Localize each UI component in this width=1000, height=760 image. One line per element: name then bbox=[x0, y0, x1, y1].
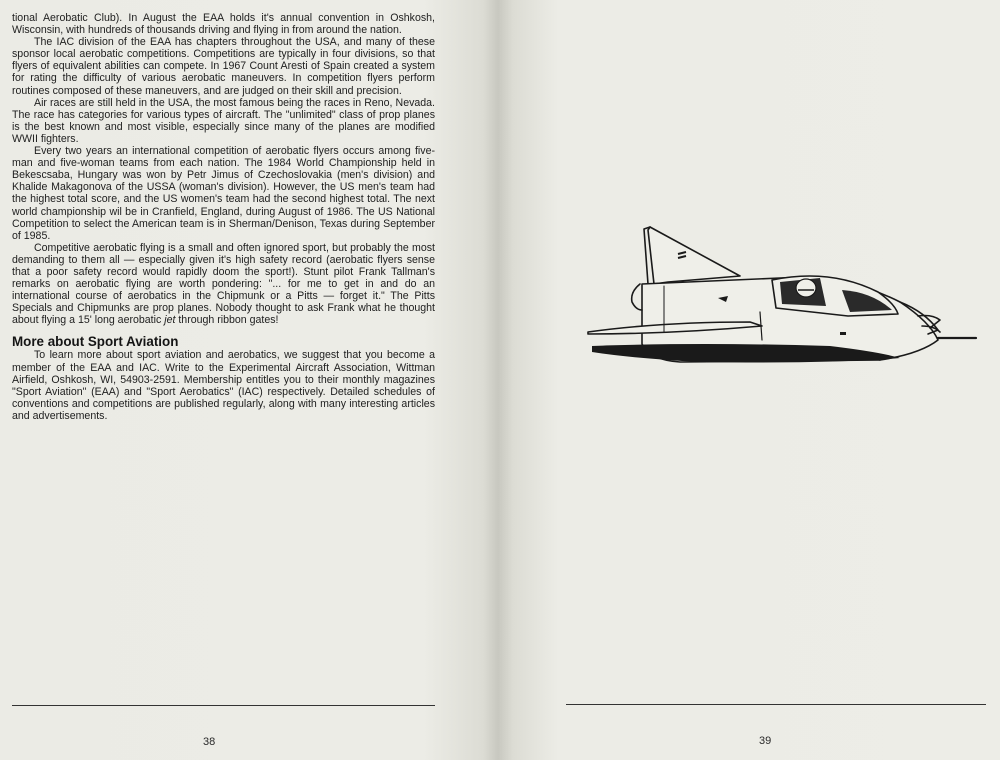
body-text bbox=[12, 12, 435, 422]
left-page bbox=[0, 0, 498, 760]
footer-rule bbox=[12, 705, 435, 706]
footer-rule bbox=[566, 704, 986, 705]
paragraph-text: Competitive aerobatic flying is a small and often ignored sport, but probably the most demanding to them all — especially given it's high safety record (aerobatic flyers sense that a poor safety record would rapidly doom the sport!). Stunt pilot Frank Tallman's remarks on aerobatic flying are worth pondering: "... for me to get in and do an international course of aerobatics in the Chipmunk or a Pitts — forget it." The Pitts Specials and Chipmunks are prop planes. Nobody thought to ask Frank what he thought about flying a 15' long aerobatic bbox=[12, 241, 435, 327]
paragraph: Air races are still held in the USA, the most famous being the races in Reno, Nevada. The race has categories for various types of aircraft. The "unlimited" class of prop planes is the best known and most visible, especially since many of the planes are modified WWII fighters. bbox=[12, 96, 435, 145]
paragraph: tional Aerobatic Club). In August the EAA holds it's annual convention in Oshkosh, Wisconsin, with hundreds of thousands driving and flying in from around the nation. bbox=[12, 12, 435, 37]
paragraph: To learn more about sport aviation and aerobatics, we suggest that you become a member of the EAA and IAC. Write to the Experimental Aircraft Association, Wittman Airfield, Oshkosh, WI, 54903-2591. Membership entitles you to their monthly magazines "Sport Aviation" (EAA) and "Sport Aerobatics" (IAC) respectively. Detailed schedules of conventions and competitions are published regularly, along with many interesting articles and advertisements. bbox=[12, 349, 435, 422]
paragraph-text: through ribbon gates! bbox=[175, 314, 279, 327]
page-number: 38 bbox=[203, 736, 216, 748]
paragraph bbox=[12, 242, 435, 327]
paragraph: The IAC division of the EAA has chapters throughout the USA, and many of these sponsor local aerobatic competitions. Competitions are typically in four divisions, so that flyers of equivalent abilities can compete. In 1967 Count Aresti of Spain created a system for rating the difficulty of various aerobatic maneuvers. In competition flyers perform routines composed of these maneuvers, and are judged on their skill and precision. bbox=[12, 36, 435, 97]
right-page bbox=[498, 0, 1000, 760]
page-number: 39 bbox=[759, 735, 772, 747]
emphasis-word: jet bbox=[164, 314, 176, 327]
paragraph: Every two years an international competition of aerobatic flyers occurs among five-man and five-woman teams from each nation. The 1984 World Championship held in Bekescsaba, Hungary was won by Petr Jimus of Czechoslovakia (men's division) and Khalide Makagonova of the USSA (woman's division). However, the US men's team had the highest total score, and the US women's team had the second highest total. The next world championship wil be in Cranfield, England, during August of 1986. The US National Competition to select the American team is in Sherman/Denison, Texas during September of 1985. bbox=[12, 145, 435, 242]
section-heading: More about Sport Aviation bbox=[12, 334, 179, 350]
jet-aircraft-illustration bbox=[580, 222, 980, 370]
